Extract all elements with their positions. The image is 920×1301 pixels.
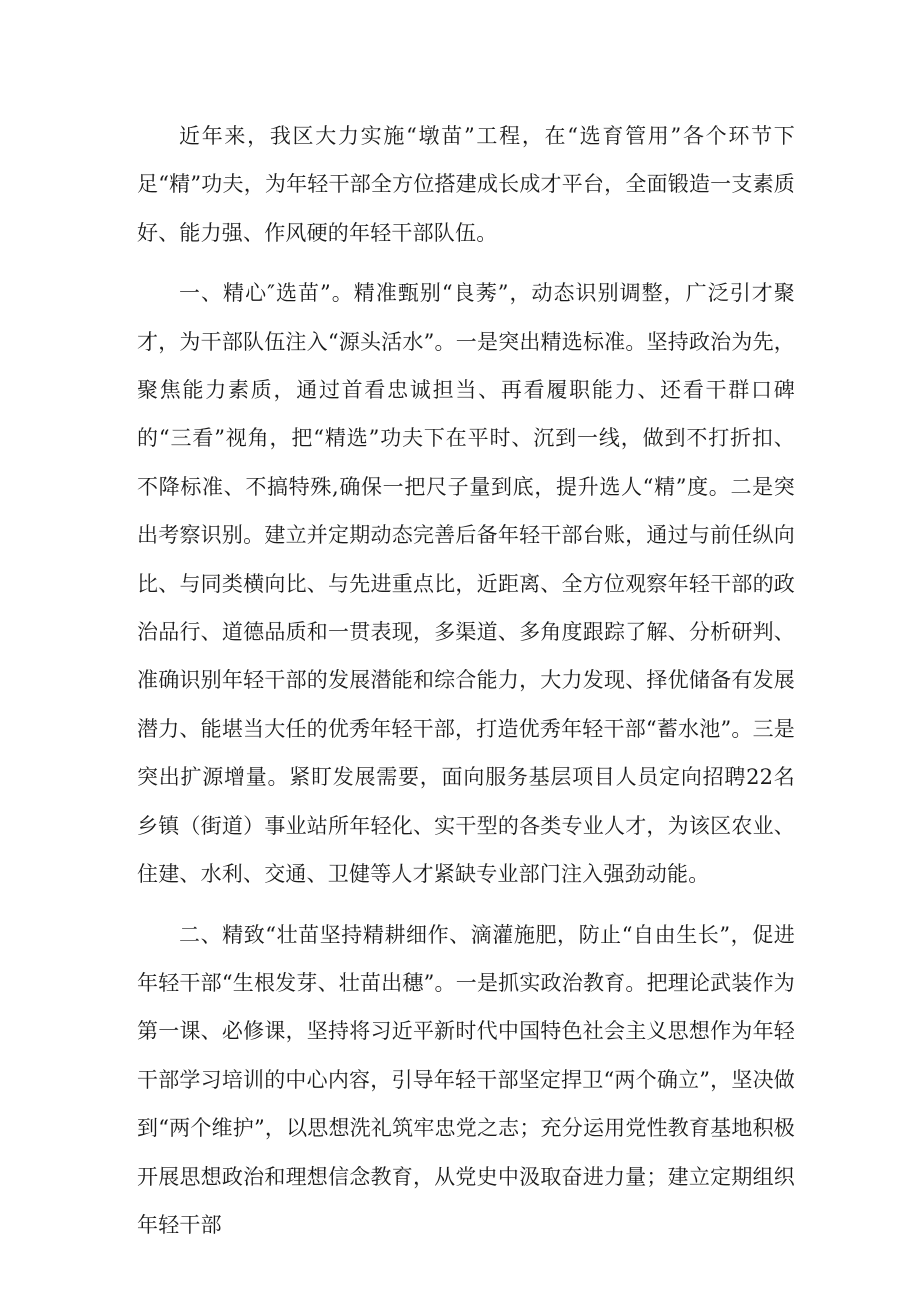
document-body (137, 112, 795, 1261)
paragraph-section-1: 一、精心″选苗”。精准甄别“良莠”，动态识别调整，广泛引才聚才，为干部队伍注入“源头活水”。一是突出精选标准。坚持政治为先，聚焦能力素质，通过首看忠诚担当、再看履职能力、还看干群口碑的“三看”视角，把“精选”功夫下在平时、沉到一线，做到不打折扣、不降标准、不搞特殊,确保一把尺子量到底，提升选人“精”度。二是突出考察识别。建立并定期动态完善后备年轻干部台账，通过与前任纵向比、与同类横向比、与先进重点比，近距离、全方位观察年轻干部的政治品行、道德品质和一贯表现，多渠道、多角度跟踪了解、分析研判、准确识别年轻干部的发展潜能和综合能力，大力发现、择优储备有发展潜力、能堪当大任的优秀年轻干部，打造优秀年轻干部“蓄水池”。三是突出扩源增量。紧盯发展需要，面向服务基层项目人员定向招聘22名乡镇（街道）事业站所年轻化、实干型的各类专业人才，为该区农业、住建、水利、交通、卫健等人才紧缺专业部门注入强劲动能。 (137, 281, 795, 887)
paragraph-intro: 近年来，我区大力实施“墩苗”工程，在“选育管用”各个环节下足“精”功夫，为年轻干部全方位搭建成长成才平台，全面锻造一支素质好、能力强、作风硬的年轻干部队伍。 (137, 124, 795, 245)
paragraph-section-2: 二、精致“壮苗坚持精耕细作、滴灌施肥，防止“自由生长”，促进年轻干部“生根发芽、壮苗出穗”。一是抓实政治教育。把理论武装作为第一课、必修课，坚持将习近平新时代中国特色社会主义思想作为年轻干部学习培训的中心内容，引导年轻干部坚定捍卫“两个确立”，坚决做到“两个维护”，以思想洗礼筑牢忠党之志；充分运用党性教育基地积极开展思想政治和理想信念教育，从党史中汲取奋进力量；建立定期组织年轻干部 (137, 922, 795, 1237)
